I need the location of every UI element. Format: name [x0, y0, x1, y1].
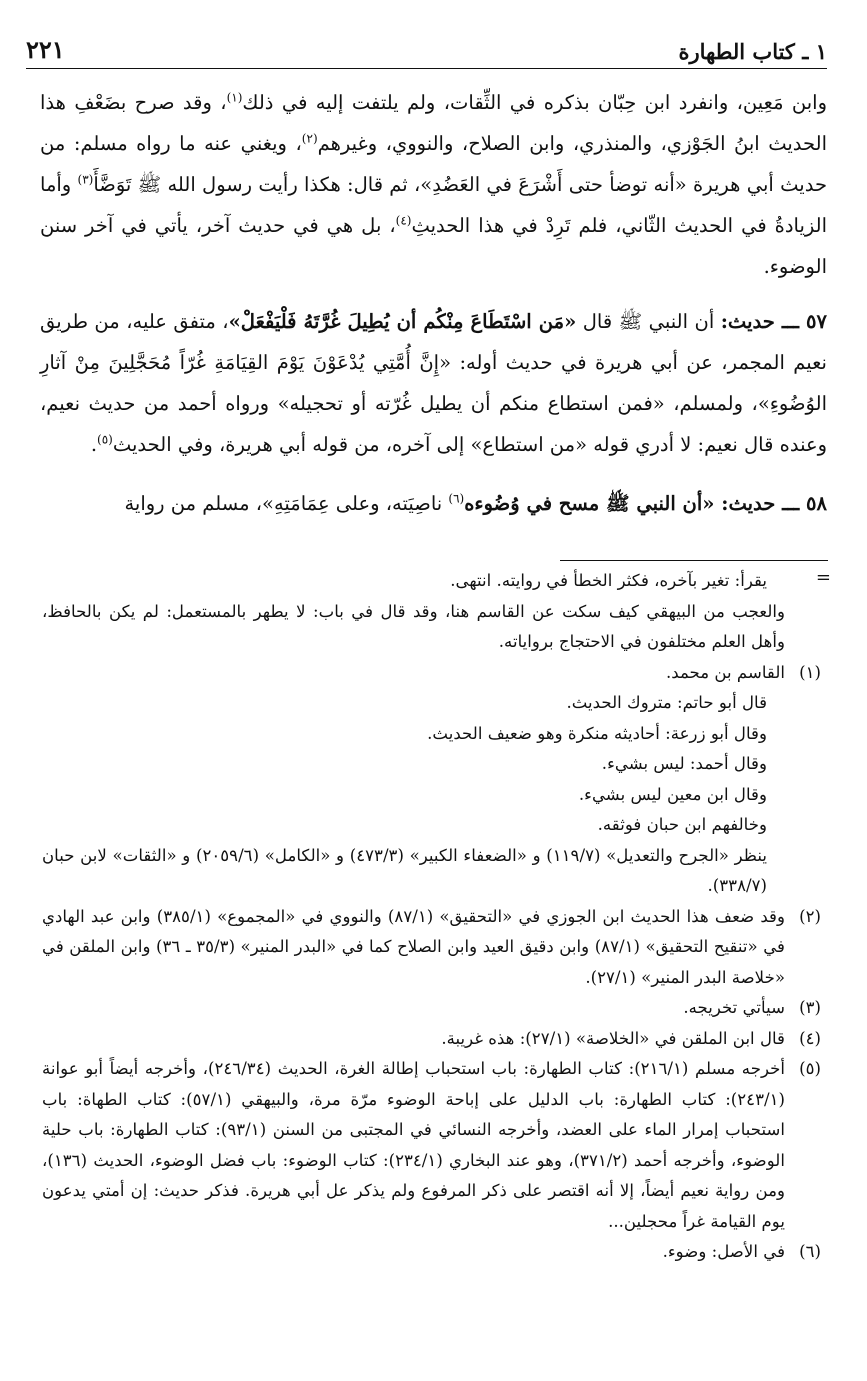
- footnote-number: (٤): [799, 1028, 821, 1048]
- footnotes: [42, 566, 821, 1268]
- footnote-2: (٢) وقد ضعف هذا الحديث ابن الجوزي في «التحقيق» (٨٧/١) والنووي في «المجموع» (٣٨٥/١) وابن عبد الهادي في «تنقيح التحقيق» (٨٧/١) وابن دقيق العيد وابن الصلاح كما في «البدر المنير» (٣٥/٣ ـ ٣٦) وابن الملقن في «خلاصة البدر المنير» (٢٧/١).: [42, 902, 821, 994]
- footnote-continuation: يقرأ: تغير بآخره، فكثر الخطأ في روايته. انتهى. والعجب من البيهقي كيف سكت عن القاسم هنا، وقد قال في باب: لا يطهر بالمستعمل: لم يكن بالحافظ، وأهل العلم مختلفون في الاحتجاج برواياته.: [42, 571, 785, 651]
- hadith-quote: «مَن اسْتَطَاعَ مِنْكُم أن يُطِيلَ غُرَّتَهُ فَلْيَفْعَلْ»: [228, 310, 577, 333]
- footnote-number: (٢): [799, 906, 821, 926]
- footnote-number: (٥): [799, 1059, 821, 1078]
- chapter-title: ١ ـ كتاب الطهارة: [678, 39, 827, 64]
- hadith-57: ٥٧ ـــ حديث: أن النبي ﷺ قال «مَن اسْتَطَاعَ مِنْكُم أن يُطِيلَ غُرَّتَهُ فَلْيَفْعَلْ»، متفق عليه، من طريق نعيم المجمر، عن أبي هريرة في حديث أوله: «إِنَّ أُمَّتِي يُدْعَوْنَ يَوْمَ القِيَامَةِ غُرّاً مُحَجَّلِينَ مِنْ آثارِ الوُضُوءِ»، ولمسلم، «فمن استطاع منكم أن يطيل غُرّته أو تحجيله» ورواه أحمد من حديث نعيم، وعنده قال نعيم: لا أدري قوله «من استطاع» إلى آخره، من قوله أبي هريرة، وفي الحديث$^{(٥)}$.: [40, 310, 827, 456]
- hadith-label: ٥٨ ـــ حديث:: [721, 492, 827, 515]
- footnote-ref[interactable]: (٢): [301, 131, 318, 146]
- footnote-1: (١) القاسم بن محمد. قال أبو حاتم: متروك الحديث. وقال أبو زرعة: أحاديثه منكرة وهو ضعيف الحديث. وقال أحمد: ليس بشيء. وقال ابن معين ليس بشيء. وخالفهم ابن حبان فوثقه. ينظر «الجرح والتعديل» (١١٩/٧) و «الضعفاء الكبير» (٤٧٣/٣) و «الكامل» (٢٠٥٩/٦) و «الثقات» لابن حبان (٣٣٨/٧).: [42, 658, 821, 902]
- footnote-ref[interactable]: (٥): [97, 432, 113, 447]
- footnote-number: (٦): [799, 1242, 821, 1261]
- footnote-5: (٥) أخرجه مسلم (٢١٦/١): كتاب الطهارة: باب استحباب إطالة الغرة، الحديث (٢٤٦/٣٤)، وأخرجه أيضاً أبو عوانة (٢٤٣/١): كتاب الطهارة: باب الدليل على إباحة الوضوء مرّة مرة، والبيهقي (٥٧/١): كتاب الطهاة: باب استحباب إمرار الماء على العضد، وأخرجه النسائي في المجتبى من السنن (٩٣/١): كتاب الطهارة: باب حلية الوضوء، وأخرجه أحمد (٣٧١/٢)، وهو عند البخاري (٢٣٤/١): كتاب الوضوء: باب فضل الوضوء، الحديث (١٣٦)، ومن رواية نعيم أيضاً، إلا أنه اقتصر على ذكر المرفوع ولم يذكر عل أبي هريرة. فذكر حديث: إن أمتي يدعون يوم القيامة غراً محجلين...: [42, 1054, 821, 1237]
- page-header: [26, 30, 827, 69]
- footnote-3: (٣) سيأتي تخريجه.: [42, 993, 821, 1024]
- main-text: [40, 82, 827, 524]
- footnote-number: (١): [799, 662, 821, 682]
- hadith-58: ٥٨ ـــ حديث: «أن النبي ﷺ مسح في وُضُوءه$^{(٦)}$ ناصِيَته، وعلى عِمَامَتِهِ»، مسلم من رواية: [124, 491, 827, 515]
- footnote-divider: [560, 560, 828, 561]
- footnote-4: (٤) قال ابن الملقن في «الخلاصة» (٢٧/١): هذه غريبة.: [42, 1024, 821, 1055]
- paragraph-continuation: وابن مَعِين، وانفرد ابن حِبّان بذكره في الثِّقات، ولم يلتفت إليه في ذلك$^{(١)}$، وقد صرح بضَعْفِ هذا الحديث ابنُ الجَوْزي، والمنذري، وابن الصلاح، والنووي، وغيرهم$^{(٢)}$، ويغني عنه ما رواه مسلم: من حديث أبي هريرة «أنه توضأ حتى أَشْرَعَ في العَضُدِ»، ثم قال: هكذا رأيت رسول الله ﷺ تَوَضَّأَ$^{(٣)}$ وأما الزيادةُ في الحديث الثّاني، فلم تَرِدْ في هذا الحديثِ$^{(٤)}$، بل هي في حديث آخر، يأتي في آخر سنن الوضوء.: [40, 90, 827, 278]
- footnote-ref[interactable]: (٣): [77, 172, 94, 187]
- continuation-mark: =: [815, 567, 831, 588]
- footnote-ref[interactable]: (١): [226, 90, 243, 105]
- footnote-6: (٦) في الأصل: وضوء.: [42, 1237, 821, 1268]
- footnote-ref[interactable]: (٦): [448, 491, 465, 506]
- page-number: ٢٢١: [26, 35, 65, 64]
- footnote-ref[interactable]: (٤): [395, 213, 412, 228]
- hadith-label: ٥٧ ـــ حديث:: [720, 310, 827, 333]
- footnote-number: (٣): [799, 998, 821, 1017]
